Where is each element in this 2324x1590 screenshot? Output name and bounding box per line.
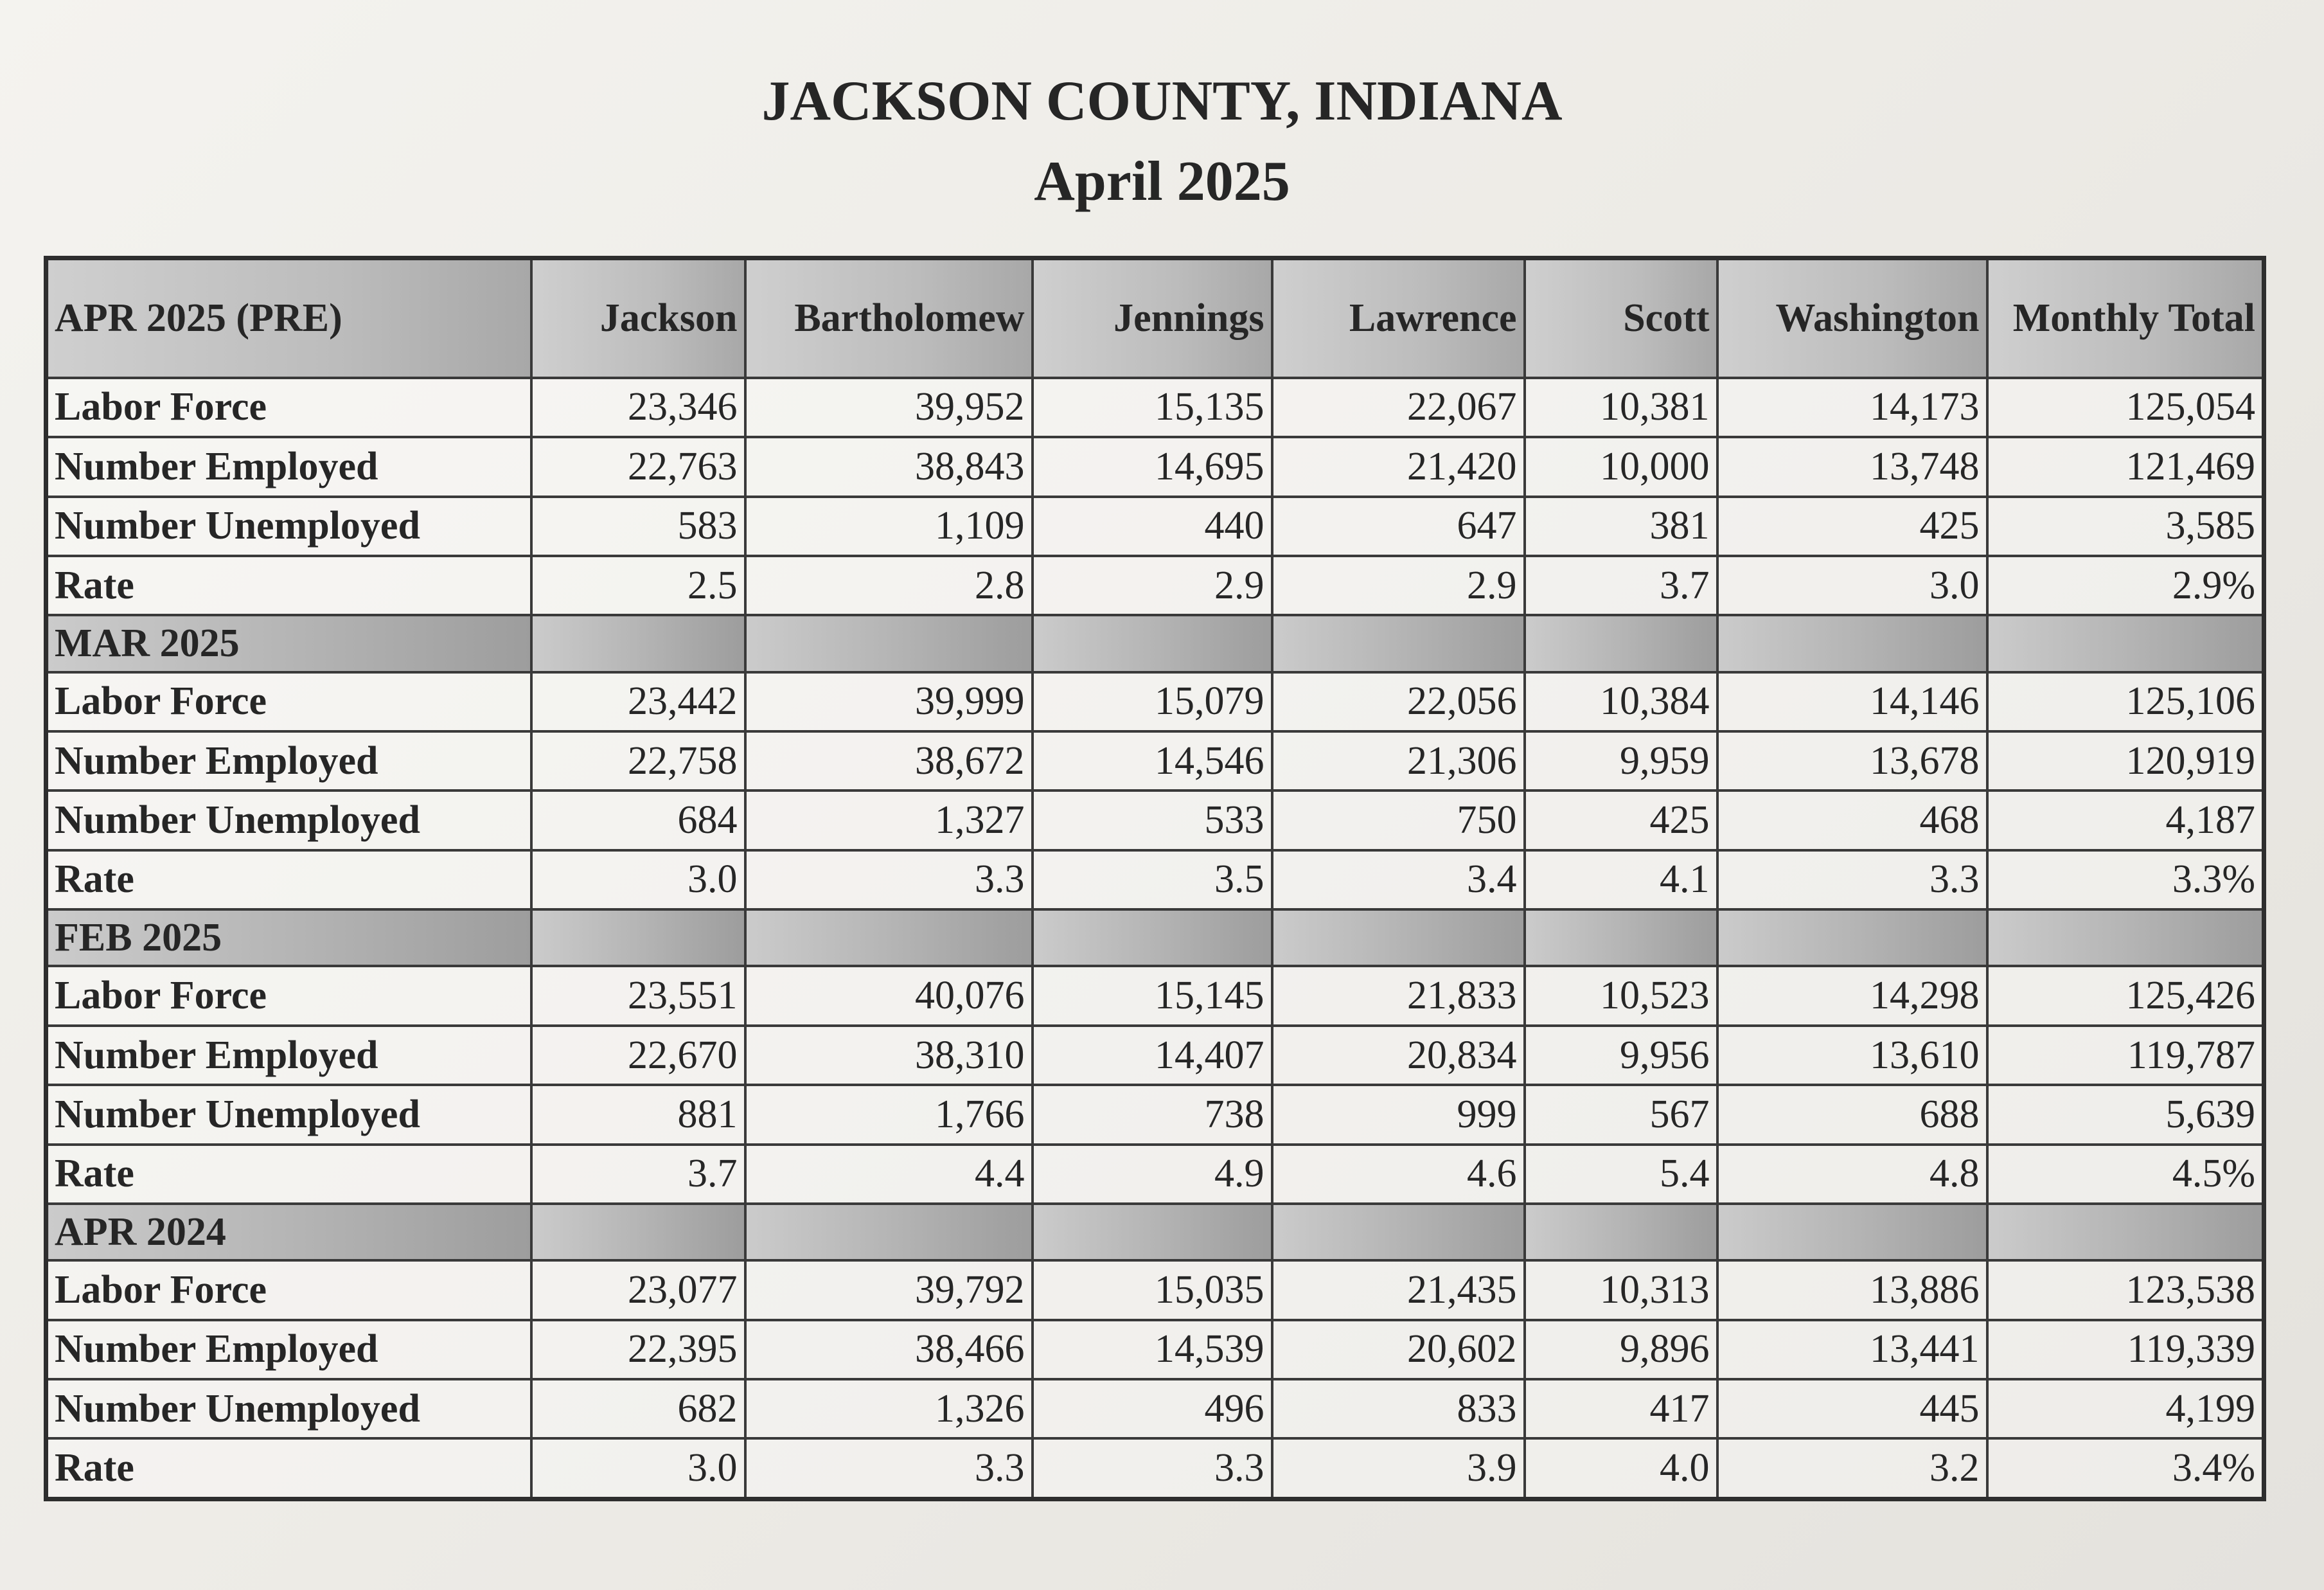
column-header: Jennings xyxy=(1033,258,1272,378)
section-band-cell xyxy=(745,615,1033,672)
table-cell: 1,109 xyxy=(745,497,1033,556)
document-subtitle: April 2025 xyxy=(1034,150,1290,213)
table-row xyxy=(46,556,2264,615)
row-label: Number Unemployed xyxy=(46,791,531,850)
table-cell: 125,106 xyxy=(1987,672,2264,731)
table-cell: 2.8 xyxy=(745,556,1033,615)
table-cell: 4,199 xyxy=(1987,1379,2264,1438)
section-label: APR 2025 (PRE) xyxy=(46,258,531,378)
table-cell: 38,672 xyxy=(745,731,1033,791)
section-header-row xyxy=(46,615,2264,672)
table-cell: 3.3 xyxy=(1033,1438,1272,1499)
table-cell: 21,306 xyxy=(1272,731,1525,791)
table-cell: 38,843 xyxy=(745,437,1033,496)
section-band-cell xyxy=(745,909,1033,966)
table-cell: 23,551 xyxy=(531,966,745,1025)
table-cell: 4.0 xyxy=(1525,1438,1717,1499)
section-label: MAR 2025 xyxy=(46,615,531,672)
table-cell: 120,919 xyxy=(1987,731,2264,791)
section-band-cell xyxy=(1987,615,2264,672)
section-band-cell xyxy=(1272,1204,1525,1260)
row-label: Rate xyxy=(46,556,531,615)
section-band-cell xyxy=(1525,909,1717,966)
table-cell: 3.3 xyxy=(745,850,1033,909)
table-cell: 14,173 xyxy=(1717,378,1987,437)
table-cell: 425 xyxy=(1525,791,1717,850)
table-cell: 14,539 xyxy=(1033,1320,1272,1379)
table-cell: 38,310 xyxy=(745,1026,1033,1085)
table-cell: 23,346 xyxy=(531,378,745,437)
row-label: Number Employed xyxy=(46,1320,531,1379)
table-cell: 22,763 xyxy=(531,437,745,496)
table-cell: 22,670 xyxy=(531,1026,745,1085)
table-cell: 3.0 xyxy=(531,850,745,909)
table-cell: 13,678 xyxy=(1717,731,1987,791)
table-row xyxy=(46,791,2264,850)
table-cell: 4.8 xyxy=(1717,1145,1987,1204)
table-cell: 688 xyxy=(1717,1085,1987,1144)
table-cell: 14,695 xyxy=(1033,437,1272,496)
section-band-cell xyxy=(745,1204,1033,1260)
table-cell: 3.0 xyxy=(531,1438,745,1499)
row-label: Labor Force xyxy=(46,966,531,1025)
table-cell: 9,959 xyxy=(1525,731,1717,791)
table-cell: 2.9 xyxy=(1033,556,1272,615)
row-label: Number Unemployed xyxy=(46,1379,531,1438)
section-band-cell xyxy=(1717,615,1987,672)
table-cell: 9,956 xyxy=(1525,1026,1717,1085)
section-band-cell xyxy=(1033,615,1272,672)
column-header: Scott xyxy=(1525,258,1717,378)
table-row xyxy=(46,497,2264,556)
table-cell: 40,076 xyxy=(745,966,1033,1025)
table-cell: 5,639 xyxy=(1987,1085,2264,1144)
table-cell: 3.2 xyxy=(1717,1438,1987,1499)
column-header: Washington xyxy=(1717,258,1987,378)
row-label: Number Unemployed xyxy=(46,497,531,556)
table-cell: 23,077 xyxy=(531,1260,745,1319)
table-cell: 13,441 xyxy=(1717,1320,1987,1379)
table-header-row xyxy=(46,258,2264,378)
table-row xyxy=(46,378,2264,437)
table-cell: 4.1 xyxy=(1525,850,1717,909)
table-cell: 21,435 xyxy=(1272,1260,1525,1319)
table-cell: 4.4 xyxy=(745,1145,1033,1204)
table-cell: 2.9 xyxy=(1272,556,1525,615)
row-label: Number Employed xyxy=(46,437,531,496)
section-band-cell xyxy=(1717,1204,1987,1260)
table-row xyxy=(46,731,2264,791)
table-cell: 5.4 xyxy=(1525,1145,1717,1204)
labor-statistics-table xyxy=(44,256,2266,1501)
table-cell: 15,145 xyxy=(1033,966,1272,1025)
table-cell: 1,326 xyxy=(745,1379,1033,1438)
table-cell: 833 xyxy=(1272,1379,1525,1438)
table-cell: 3,585 xyxy=(1987,497,2264,556)
table-cell: 125,426 xyxy=(1987,966,2264,1025)
column-header: Monthly Total xyxy=(1987,258,2264,378)
table-cell: 20,602 xyxy=(1272,1320,1525,1379)
column-header: Lawrence xyxy=(1272,258,1525,378)
table-cell: 684 xyxy=(531,791,745,850)
table-cell: 647 xyxy=(1272,497,1525,556)
section-band-cell xyxy=(531,615,745,672)
table-cell: 583 xyxy=(531,497,745,556)
row-label: Labor Force xyxy=(46,672,531,731)
table-cell: 22,395 xyxy=(531,1320,745,1379)
table-row xyxy=(46,966,2264,1025)
table-cell: 445 xyxy=(1717,1379,1987,1438)
section-band-cell xyxy=(1272,615,1525,672)
row-label: Number Employed xyxy=(46,1026,531,1085)
table-cell: 10,384 xyxy=(1525,672,1717,731)
table-cell: 13,610 xyxy=(1717,1026,1987,1085)
table-cell: 39,792 xyxy=(745,1260,1033,1319)
table-cell: 23,442 xyxy=(531,672,745,731)
section-band-cell xyxy=(1525,1204,1717,1260)
table-cell: 22,056 xyxy=(1272,672,1525,731)
table-cell: 3.7 xyxy=(531,1145,745,1204)
row-label: Number Employed xyxy=(46,731,531,791)
table-cell: 381 xyxy=(1525,497,1717,556)
table-cell: 4.5% xyxy=(1987,1145,2264,1204)
table-row xyxy=(46,1320,2264,1379)
section-band-cell xyxy=(1987,909,2264,966)
table-cell: 39,999 xyxy=(745,672,1033,731)
table-cell: 15,079 xyxy=(1033,672,1272,731)
table-cell: 14,146 xyxy=(1717,672,1987,731)
table-cell: 123,538 xyxy=(1987,1260,2264,1319)
row-label: Rate xyxy=(46,1438,531,1499)
table-cell: 119,339 xyxy=(1987,1320,2264,1379)
table-cell: 125,054 xyxy=(1987,378,2264,437)
table-cell: 15,135 xyxy=(1033,378,1272,437)
table-cell: 999 xyxy=(1272,1085,1525,1144)
table-cell: 14,546 xyxy=(1033,731,1272,791)
table-cell: 4.6 xyxy=(1272,1145,1525,1204)
table-cell: 39,952 xyxy=(745,378,1033,437)
table-row xyxy=(46,1438,2264,1499)
table-cell: 3.3 xyxy=(745,1438,1033,1499)
table-cell: 3.7 xyxy=(1525,556,1717,615)
table-row xyxy=(46,1026,2264,1085)
row-label: Rate xyxy=(46,1145,531,1204)
table-cell: 119,787 xyxy=(1987,1026,2264,1085)
table-row xyxy=(46,1145,2264,1204)
section-header-row xyxy=(46,909,2264,966)
table-cell: 3.9 xyxy=(1272,1438,1525,1499)
table-row xyxy=(46,437,2264,496)
table-cell: 22,758 xyxy=(531,731,745,791)
table-cell: 13,886 xyxy=(1717,1260,1987,1319)
table-cell: 2.9% xyxy=(1987,556,2264,615)
section-label: FEB 2025 xyxy=(46,909,531,966)
table-cell: 3.5 xyxy=(1033,850,1272,909)
table-cell: 10,313 xyxy=(1525,1260,1717,1319)
table-cell: 3.4% xyxy=(1987,1438,2264,1499)
table-cell: 682 xyxy=(531,1379,745,1438)
column-header: Bartholomew xyxy=(745,258,1033,378)
table-cell: 13,748 xyxy=(1717,437,1987,496)
table-cell: 3.3 xyxy=(1717,850,1987,909)
section-band-cell xyxy=(531,1204,745,1260)
table-row xyxy=(46,1085,2264,1144)
table-cell: 3.4 xyxy=(1272,850,1525,909)
table-row xyxy=(46,1260,2264,1319)
section-band-cell xyxy=(1272,909,1525,966)
table-cell: 22,067 xyxy=(1272,378,1525,437)
table-cell: 21,420 xyxy=(1272,437,1525,496)
table-cell: 417 xyxy=(1525,1379,1717,1438)
document-header xyxy=(0,61,2324,222)
row-label: Rate xyxy=(46,850,531,909)
section-band-cell xyxy=(1717,909,1987,966)
row-label: Labor Force xyxy=(46,1260,531,1319)
table-cell: 10,381 xyxy=(1525,378,1717,437)
table-cell: 14,298 xyxy=(1717,966,1987,1025)
table-cell: 2.5 xyxy=(531,556,745,615)
table-cell: 881 xyxy=(531,1085,745,1144)
row-label: Number Unemployed xyxy=(46,1085,531,1144)
section-band-cell xyxy=(1525,615,1717,672)
table-cell: 1,327 xyxy=(745,791,1033,850)
table-cell: 496 xyxy=(1033,1379,1272,1438)
column-header: Jackson xyxy=(531,258,745,378)
table-row xyxy=(46,850,2264,909)
table-cell: 14,407 xyxy=(1033,1026,1272,1085)
table-cell: 1,766 xyxy=(745,1085,1033,1144)
table-cell: 15,035 xyxy=(1033,1260,1272,1319)
section-band-cell xyxy=(531,909,745,966)
table-cell: 3.3% xyxy=(1987,850,2264,909)
table-row xyxy=(46,672,2264,731)
table-cell: 10,000 xyxy=(1525,437,1717,496)
table-cell: 4.9 xyxy=(1033,1145,1272,1204)
table-cell: 440 xyxy=(1033,497,1272,556)
table-cell: 738 xyxy=(1033,1085,1272,1144)
table-cell: 4,187 xyxy=(1987,791,2264,850)
section-band-cell xyxy=(1033,909,1272,966)
table-cell: 567 xyxy=(1525,1085,1717,1144)
section-band-cell xyxy=(1987,1204,2264,1260)
table-cell: 10,523 xyxy=(1525,966,1717,1025)
section-header-row xyxy=(46,1204,2264,1260)
table-cell: 750 xyxy=(1272,791,1525,850)
table-cell: 533 xyxy=(1033,791,1272,850)
section-label: APR 2024 xyxy=(46,1204,531,1260)
section-band-cell xyxy=(1033,1204,1272,1260)
table-cell: 468 xyxy=(1717,791,1987,850)
table-cell: 121,469 xyxy=(1987,437,2264,496)
table-cell: 38,466 xyxy=(745,1320,1033,1379)
row-label: Labor Force xyxy=(46,378,531,437)
table-cell: 21,833 xyxy=(1272,966,1525,1025)
document-title: JACKSON COUNTY, INDIANA xyxy=(761,70,1563,132)
table-cell: 20,834 xyxy=(1272,1026,1525,1085)
table-cell: 9,896 xyxy=(1525,1320,1717,1379)
table-cell: 425 xyxy=(1717,497,1987,556)
table-row xyxy=(46,1379,2264,1438)
table-cell: 3.0 xyxy=(1717,556,1987,615)
